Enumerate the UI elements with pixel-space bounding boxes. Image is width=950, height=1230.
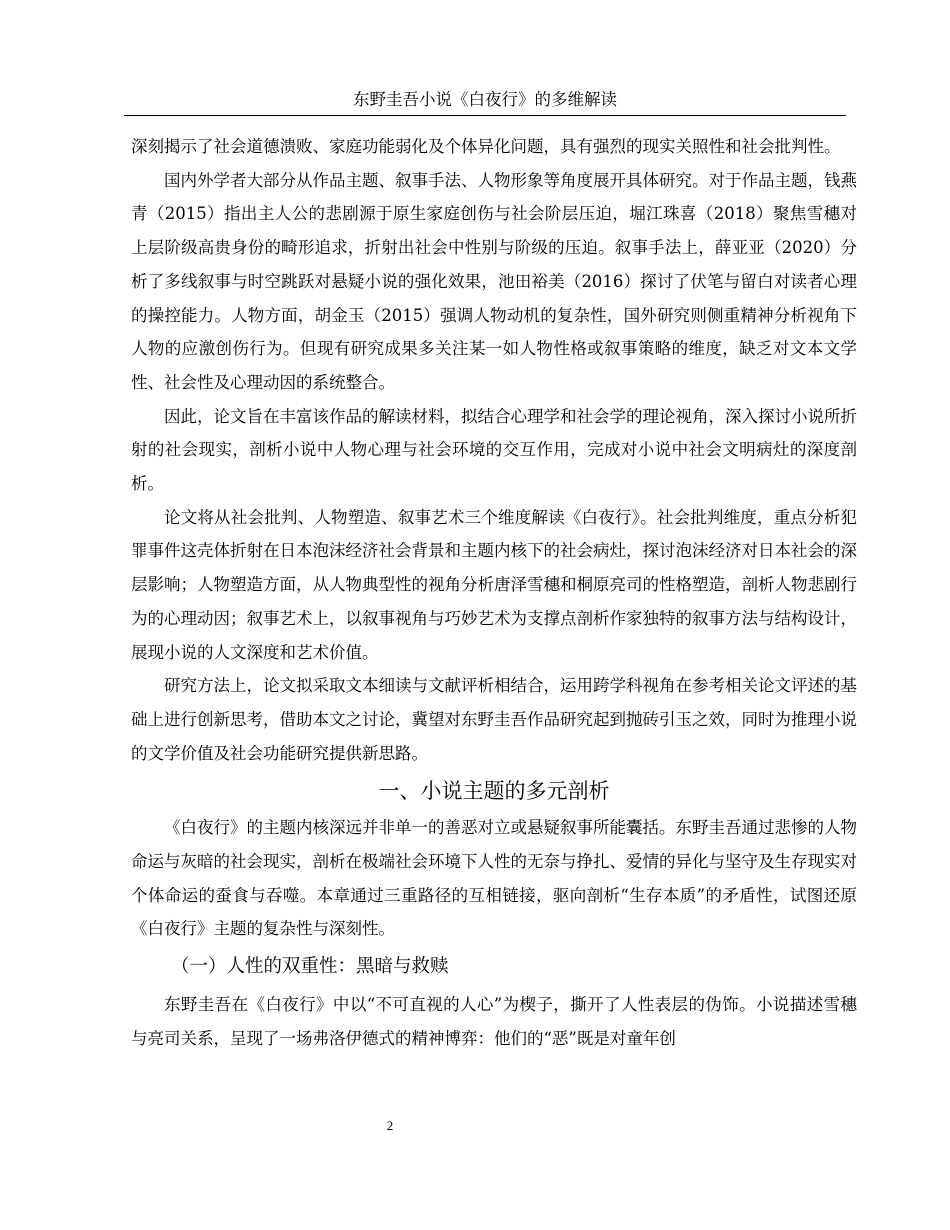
paragraph-structure: 论文将从社会批判、人物塑造、叙事艺术三个维度解读《白夜行》。社会批判维度，重点分析犯罪事件这壳体折射在日本泡沫经济社会背景和主题内核下的社会病灶，探讨泡沫经济对日本社会的深层影响；人物塑造方面，从人物典型性的视角分析唐泽雪穗和桐原亮司的性格塑造，剖析人物悲剧行为的心理动因；叙事艺术上，以叙事视角与巧妙艺术为支撑点剖析作家独特的叙事方法与结构设计，展现小说的人文深度和艺术价值。	[131, 507, 857, 662]
running-header: 东野圭吾小说《白夜行》的多维解读	[353, 90, 617, 109]
page-number: 2	[386, 1118, 394, 1133]
subsection-paragraph: 东野圭吾在《白夜行》中以“不可直视的人心”为楔子，撕开了人性表层的伪饰。小说描述雪穗与亮司关系，呈现了一场弗洛伊德式的精神博弈：他们的“恶”既是对童年创	[131, 995, 857, 1048]
paragraph-purpose: 因此，论文旨在丰富该作品的解读材料，拟结合心理学和社会学的理论视角，深入探讨小说所折射的社会现实，剖析小说中人物心理与社会环境的交互作用，完成对小说中社会文明病灶的深度剖析。	[131, 406, 857, 494]
body-text	[131, 130, 857, 1056]
section-heading: 一、小说主题的多元剖析	[378, 779, 610, 804]
header-rule	[124, 115, 846, 116]
paragraph-literature-review: 国内外学者大部分从作品主题、叙事手法、人物形象等角度展开具体研究。对于作品主题，钱燕青（2015）指出主人公的悲剧源于原生家庭创伤与社会阶层压迫，堀江珠喜（2018）聚焦雪穗对上层阶级高贵身份的畸形追求，折射出社会中性别与阶级的压迫。叙事手法上，薛亚亚（2020）分析了多线叙事与时空跳跃对悬疑小说的强化效果，池田裕美（2016）探讨了伏笔与留白对读者心理的操控能力。人物方面，胡金玉（2015）强调人物动机的复杂性，国外研究则侧重精神分析视角下人物的应激创伤行为。但现有研究成果多关注某一如人物性格或叙事策略的维度，缺乏对文本文学性、社会性及心理动因的系统整合。	[131, 170, 857, 392]
paragraph-continued: 深刻揭示了社会道德溃败、家庭功能弱化及个体异化问题，具有强烈的现实关照性和社会批判性。	[131, 137, 841, 156]
subsection-heading: （一）人性的双重性：黑暗与救赎	[171, 956, 449, 978]
paragraph-method: 研究方法上，论文拟采取文本细读与文献评析相结合，运用跨学科视角在参考相关论文评述的基础上进行创新思考，借助本文之讨论，冀望对东野圭吾作品研究起到抛砖引玉之效，同时为推理小说的文学价值及社会功能研究提供新思路。	[131, 676, 857, 763]
section-intro-paragraph: 《白夜行》的主题内核深远并非单一的善恶对立或悬疑叙事所能囊括。东野圭吾通过悲惨的人物命运与灰暗的社会现实，剖析在极端社会环境下人性的无奈与挣扎、爱情的异化与坚守及生存现实对个体命运的蚕食与吞噬。本章通过三重路径的互相链接，驱向剖析“生存本质”的矛盾性，试图还原《白夜行》主题的复杂性与深刻性。	[131, 818, 857, 939]
